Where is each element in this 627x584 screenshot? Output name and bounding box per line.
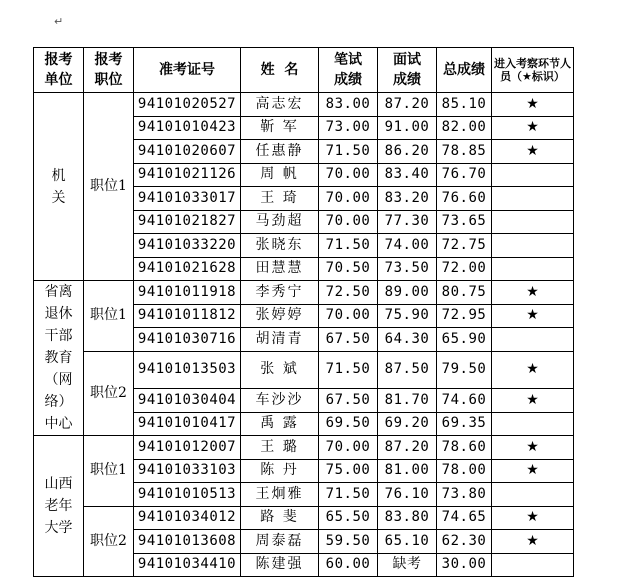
- exam-id: 94101013503: [134, 351, 241, 389]
- exam-id: 94101011812: [134, 304, 241, 328]
- unit-cell: [34, 93, 84, 281]
- total-score: 72.00: [437, 257, 492, 281]
- candidate-name: 车沙沙: [241, 389, 319, 413]
- candidate-name: 王 琦: [241, 187, 319, 211]
- written-score: 60.00: [319, 553, 378, 577]
- interview-score: 77.30: [378, 210, 437, 234]
- candidate-name: 李秀宁: [241, 281, 319, 305]
- exam-id: 94101030404: [134, 389, 241, 413]
- interview-score: 64.30: [378, 328, 437, 352]
- interview-score: 73.50: [378, 257, 437, 281]
- interview-score: 75.90: [378, 304, 437, 328]
- written-score: 59.50: [319, 530, 378, 554]
- total-score: 72.75: [437, 234, 492, 258]
- written-score: 71.50: [319, 351, 378, 389]
- total-score: 74.65: [437, 506, 492, 530]
- exam-id: 94101020607: [134, 140, 241, 164]
- review-mark: ★: [492, 436, 574, 460]
- review-mark: ★: [492, 389, 574, 413]
- interview-score: 81.70: [378, 389, 437, 413]
- total-score: 78.00: [437, 459, 492, 483]
- total-score: 72.95: [437, 304, 492, 328]
- written-score: 70.00: [319, 304, 378, 328]
- total-score: 79.50: [437, 351, 492, 389]
- table-row: [34, 93, 574, 117]
- candidate-name: 王 璐: [241, 436, 319, 460]
- exam-id: 94101033017: [134, 187, 241, 211]
- total-score: 62.30: [437, 530, 492, 554]
- review-mark: [492, 187, 574, 211]
- review-mark: ★: [492, 459, 574, 483]
- written-score: 73.00: [319, 116, 378, 140]
- written-score: 71.50: [319, 483, 378, 507]
- unit-name: 山西 老年 大学: [44, 476, 73, 536]
- total-score: 65.90: [437, 328, 492, 352]
- candidate-name: 周泰磊: [241, 530, 319, 554]
- review-mark: ★: [492, 93, 574, 117]
- review-mark: [492, 483, 574, 507]
- total-score: 73.80: [437, 483, 492, 507]
- interview-score: 91.00: [378, 116, 437, 140]
- review-mark: ★: [492, 140, 574, 164]
- exam-id: 94101030716: [134, 328, 241, 352]
- interview-score: 86.20: [378, 140, 437, 164]
- written-score: 69.50: [319, 412, 378, 436]
- exam-id: 94101010513: [134, 483, 241, 507]
- interview-score: 83.20: [378, 187, 437, 211]
- total-score: 78.85: [437, 140, 492, 164]
- post-cell: 职位1: [84, 93, 134, 281]
- total-score: 78.60: [437, 436, 492, 460]
- written-score: 70.50: [319, 257, 378, 281]
- written-score: 65.50: [319, 506, 378, 530]
- candidate-name: 任惠静: [241, 140, 319, 164]
- review-mark: ★: [492, 304, 574, 328]
- candidate-name: 高志宏: [241, 93, 319, 117]
- table-row: [34, 281, 574, 305]
- post-cell: 职位1: [84, 281, 134, 352]
- review-mark: [492, 210, 574, 234]
- candidate-name: 马劲超: [241, 210, 319, 234]
- total-score: 80.75: [437, 281, 492, 305]
- interview-score: 83.80: [378, 506, 437, 530]
- interview-score: 81.00: [378, 459, 437, 483]
- candidate-name: 田慧慧: [241, 257, 319, 281]
- candidate-name: 张婷婷: [241, 304, 319, 328]
- candidate-name: 周 帆: [241, 163, 319, 187]
- review-mark: [492, 257, 574, 281]
- exam-id: 94101033220: [134, 234, 241, 258]
- candidate-name: 陈建强: [241, 553, 319, 577]
- review-mark: ★: [492, 281, 574, 305]
- review-mark: [492, 234, 574, 258]
- exam-id: 94101010417: [134, 412, 241, 436]
- written-score: 67.50: [319, 389, 378, 413]
- total-score: 76.70: [437, 163, 492, 187]
- header-id: 准考证号: [134, 48, 241, 93]
- written-score: 71.50: [319, 140, 378, 164]
- unit-name: 省离 退休 干部 教育 （网 络） 中心: [44, 284, 73, 432]
- written-score: 75.00: [319, 459, 378, 483]
- written-score: 71.50: [319, 234, 378, 258]
- candidate-name: 路 斐: [241, 506, 319, 530]
- interview-score: 74.00: [378, 234, 437, 258]
- candidate-name: 陈 丹: [241, 459, 319, 483]
- review-mark: ★: [492, 116, 574, 140]
- written-score: 83.00: [319, 93, 378, 117]
- written-score: 67.50: [319, 328, 378, 352]
- written-score: 70.00: [319, 187, 378, 211]
- exam-id: 94101021827: [134, 210, 241, 234]
- exam-id: 94101013608: [134, 530, 241, 554]
- interview-score: 87.20: [378, 436, 437, 460]
- candidate-name: 张晓东: [241, 234, 319, 258]
- total-score: 73.65: [437, 210, 492, 234]
- interview-score: 69.20: [378, 412, 437, 436]
- table-row: [34, 351, 574, 389]
- header-post: 报考职位: [84, 48, 134, 93]
- review-mark: ★: [492, 351, 574, 389]
- written-score: 70.00: [319, 436, 378, 460]
- written-score: 70.00: [319, 163, 378, 187]
- total-score: 30.00: [437, 553, 492, 577]
- header-row: [34, 48, 574, 93]
- candidate-name: 靳 军: [241, 116, 319, 140]
- interview-score: 76.10: [378, 483, 437, 507]
- review-mark: ★: [492, 530, 574, 554]
- review-mark: ★: [492, 506, 574, 530]
- header-name: 姓 名: [241, 48, 319, 93]
- table-row: [34, 506, 574, 530]
- header-interview: 面试成绩: [378, 48, 437, 93]
- table-row: [34, 436, 574, 460]
- header-unit: 报考单位: [34, 48, 84, 93]
- header-written: 笔试成绩: [319, 48, 378, 93]
- review-mark: [492, 553, 574, 577]
- written-score: 72.50: [319, 281, 378, 305]
- candidate-name: 胡清青: [241, 328, 319, 352]
- header-note: 进入考察环节人员（★标识）: [492, 48, 574, 93]
- header-total: 总成绩: [437, 48, 492, 93]
- candidate-name: 王炯雅: [241, 483, 319, 507]
- exam-id: 94101034410: [134, 553, 241, 577]
- total-score: 74.60: [437, 389, 492, 413]
- candidate-name: 张 斌: [241, 351, 319, 389]
- interview-score: 87.20: [378, 93, 437, 117]
- interview-score: 87.50: [378, 351, 437, 389]
- total-score: 82.00: [437, 116, 492, 140]
- total-score: 76.60: [437, 187, 492, 211]
- unit-cell: [34, 436, 84, 577]
- exam-id: 94101021628: [134, 257, 241, 281]
- exam-id: 94101020527: [134, 93, 241, 117]
- unit-name: 机 关: [51, 167, 66, 206]
- review-mark: [492, 328, 574, 352]
- interview-score: 缺考: [378, 553, 437, 577]
- post-cell: 职位2: [84, 351, 134, 436]
- exam-id: 94101012007: [134, 436, 241, 460]
- exam-id: 94101011918: [134, 281, 241, 305]
- interview-score: 89.00: [378, 281, 437, 305]
- interview-score: 83.40: [378, 163, 437, 187]
- interview-score: 65.10: [378, 530, 437, 554]
- unit-cell: [34, 281, 84, 436]
- post-cell: 职位2: [84, 506, 134, 577]
- review-mark: [492, 412, 574, 436]
- exam-id: 94101010423: [134, 116, 241, 140]
- paragraph-mark: ↵: [54, 15, 64, 28]
- exam-id: 94101033103: [134, 459, 241, 483]
- review-mark: [492, 163, 574, 187]
- candidate-name: 禹 露: [241, 412, 319, 436]
- exam-id: 94101021126: [134, 163, 241, 187]
- score-table: [33, 47, 574, 577]
- total-score: 69.35: [437, 412, 492, 436]
- written-score: 70.00: [319, 210, 378, 234]
- total-score: 85.10: [437, 93, 492, 117]
- exam-id: 94101034012: [134, 506, 241, 530]
- post-cell: 职位1: [84, 436, 134, 507]
